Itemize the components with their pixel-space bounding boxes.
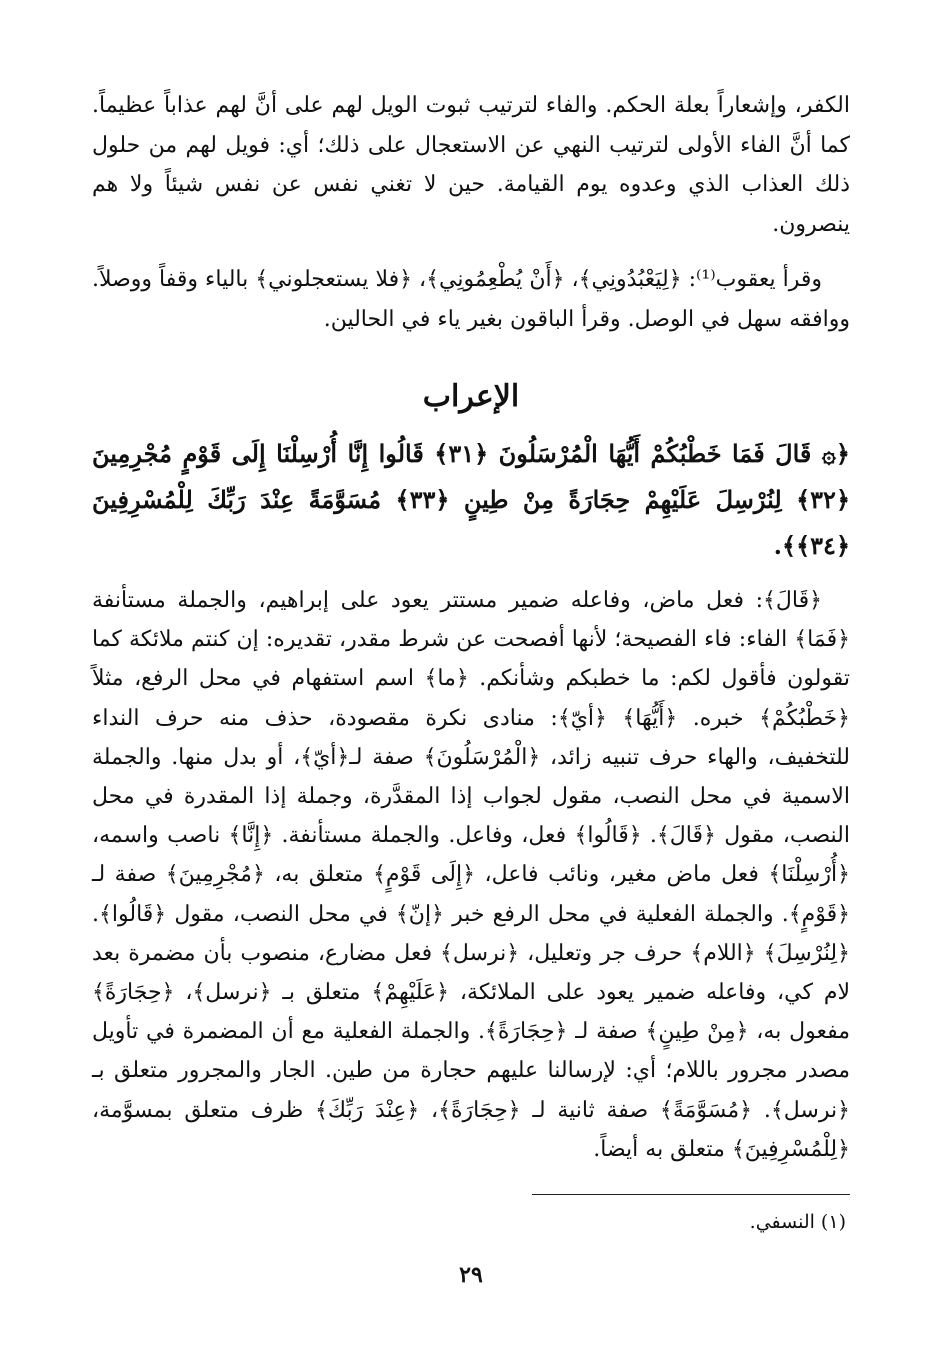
intro-paragraph: الكفر، وإشعاراً بعلة الحكم. والفاء لترتيب ثبوت الويل لهم على أنَّ لهم عذاباً عظيماً. كما أنَّ الفاء الأولى لترتيب النهي عن الاستعجال على ذلك؛ أي: فويل لهم من حلول ذلك العذاب الذي وعدوه يوم القيامة. حين لا تغني نفس عن نفس شيئاً ولا هم ينصرون.: [92, 93, 850, 237]
grammar-analysis-paragraph: ﴿قَالَ﴾: فعل ماض، وفاعله ضمير مستتر يعود على إبراهيم، والجملة مستأنفة ﴿فَمَا﴾ الفاء: فاء الفصيحة؛ لأنها أفصحت عن شرط مقدر، تقديره: إن كنتم ملائكة كما تقولون فأقول لكم: ما خطبكم وشأنكم. ﴿ما﴾ اسم استفهام في محل الرفع، مثلاً ﴿خَطْبُكُمْ﴾ خبره. ﴿أَيُّهَا﴾ ﴿أيّ﴾: منادى نكرة مقصودة، حذف منه حرف النداء للتخفيف، والهاء حرف تنبيه زائد، ﴿الْمُرْسَلُونَ﴾ صفة لـ﴿أيّ﴾، أو بدل منها. والجملة الاسمية في محل النصب، مقول لجواب إذا المقدَّرة، وجملة إذا المقدرة في محل النصب، مقول ﴿قَالَ﴾. ﴿قَالُوا﴾ فعل، وفاعل. والجملة مستأنفة. ﴿إِنَّا﴾ ناصب واسمه، ﴿أُرْسِلْنَا﴾ فعل ماض مغير، ونائب فاعل، ﴿إِلَى قَوْمٍ﴾ متعلق به، ﴿مُجْرِمِينَ﴾ صفة لـ ﴿قَوْمٍ﴾. والجملة الفعلية في محل الرفع خبر ﴿إنّ﴾ في محل النصب، مقول ﴿قَالُوا﴾. ﴿لِنُرْسِلَ﴾ ﴿اللام﴾ حرف جر وتعليل، ﴿نرسل﴾ فعل مضارع، منصوب بأن مضمرة بعد لام كي، وفاعله ضمير يعود على الملائكة، ﴿عَلَيْهِمْ﴾ متعلق بـ ﴿نرسل﴾، ﴿حِجَارَةً﴾ مفعول به، ﴿مِنْ طِينٍ﴾ صفة لـ ﴿حِجَارَةً﴾. والجملة الفعلية مع أن المضمرة في تأويل مصدر مجرور باللام؛ أي: لإرسالنا عليهم حجارة من طين. الجار والمجرور متعلق بـ ﴿نرسل﴾. ﴿مُسَوَّمَةً﴾ صفة ثانية لـ ﴿حِجَارَةً﴾، ﴿عِنْدَ رَبِّكَ﴾ ظرف متعلق بمسوَّمة، ﴿لِلْمُسْرِفِينَ﴾ متعلق به أيضاً.: [92, 588, 850, 1162]
quran-verse: ﴿۞ قَالَ فَمَا خَطْبُكُمْ أَيُّهَا الْمُرْسَلُونَ ﴿٣١﴾ قَالُوا إِنَّا أُرْسِلْنَا إِلَى قَوْمٍ مُجْرِمِينَ ﴿٣٢﴾ لِنُرْسِلَ عَلَيْهِمْ حِجَارَةً مِنْ طِينٍ ﴿٣٣﴾ مُسَوَّمَةً عِنْدَ رَبِّكَ لِلْمُسْرِفِينَ ﴿٣٤﴾﴾.: [92, 439, 850, 560]
page-number: ٢٩: [459, 1262, 483, 1288]
footnote-divider: [532, 1194, 850, 1195]
section-title: الإعراب: [422, 379, 520, 414]
readings-paragraph: وقرأ يعقوب⁽¹⁾: ﴿لِيَعْبُدُونِي﴾، ﴿أَنْ يُطْعِمُونِي﴾، ﴿فلا يستعجلوني﴾ بالياء وقفاً ووصلاً. ووافقه سهل في الوصل. وقرأ الباقون بغير ياء في الحالين.: [92, 267, 850, 332]
footnote: (١) النسفي.: [749, 1211, 846, 1233]
